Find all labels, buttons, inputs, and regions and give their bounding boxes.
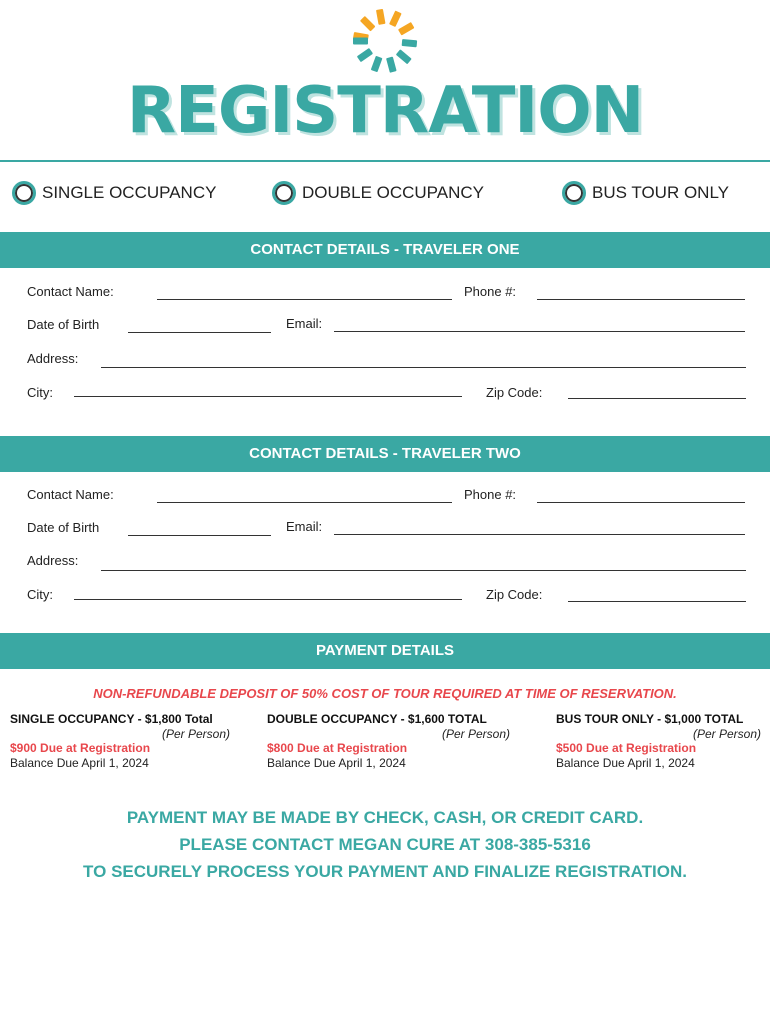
footer-line-2: PLEASE CONTACT MEGAN CURE AT 308-385-5316	[179, 835, 591, 854]
address-label: Address:	[27, 553, 79, 568]
plan-title: SINGLE OCCUPANCY - $1,800 Total	[10, 712, 213, 726]
traveler-one-email-field[interactable]	[334, 316, 745, 332]
plan-title: BUS TOUR ONLY - $1,000 TOTAL	[556, 712, 744, 726]
plan-per-person: (Per Person)	[441, 726, 510, 741]
dob-label: Date of Birth	[27, 317, 100, 332]
plan-balance: Balance Due April 1, 2024	[556, 755, 695, 770]
plan-title: DOUBLE OCCUPANCY - $1,600 TOTAL	[267, 712, 487, 726]
section-header-payment: PAYMENT DETAILS	[0, 633, 770, 669]
radio-icon[interactable]	[12, 181, 36, 205]
single-occupancy-option[interactable]	[12, 178, 216, 208]
email-label: Email:	[286, 316, 323, 331]
option-label: BUS TOUR ONLY	[592, 183, 729, 202]
traveler-one-phone-field[interactable]	[537, 284, 745, 300]
plan-double	[267, 712, 510, 770]
radio-icon[interactable]	[272, 181, 296, 205]
zip-label: Zip Code:	[486, 587, 543, 602]
plan-due: $500 Due at Registration	[556, 741, 697, 755]
header-divider	[0, 160, 770, 162]
plan-per-person: (Per Person)	[692, 726, 761, 741]
deposit-notice: NON-REFUNDABLE DEPOSIT OF 50% COST OF TOUR REQUIRED AT TIME OF RESERVATION.	[93, 686, 677, 701]
dob-label: Date of Birth	[27, 520, 100, 535]
city-label: City:	[27, 587, 53, 602]
traveler-two-zip-field[interactable]	[568, 586, 746, 602]
zip-label: Zip Code:	[486, 385, 543, 400]
traveler-two-address-field[interactable]	[101, 555, 746, 571]
traveler-one-zip-field[interactable]	[568, 383, 746, 399]
plan-per-person: (Per Person)	[161, 726, 230, 741]
plan-bus-tour	[556, 712, 761, 770]
page-title: REGISTRATION	[126, 74, 644, 148]
phone-label: Phone #:	[464, 284, 517, 299]
email-label: Email:	[286, 519, 323, 534]
section-header-traveler-two: CONTACT DETAILS - TRAVELER TWO	[0, 436, 770, 472]
phone-label: Phone #:	[464, 487, 517, 502]
plan-due: $900 Due at Registration	[10, 741, 151, 755]
address-label: Address:	[27, 351, 79, 366]
traveler-two-email-field[interactable]	[334, 519, 745, 535]
contact-name-label: Contact Name:	[27, 487, 114, 502]
plan-balance: Balance Due April 1, 2024	[267, 755, 406, 770]
footer-line-1: PAYMENT MAY BE MADE BY CHECK, CASH, OR CREDIT CARD.	[126, 808, 644, 827]
plan-due: $800 Due at Registration	[267, 741, 408, 755]
option-label: SINGLE OCCUPANCY	[42, 183, 217, 202]
contact-name-label: Contact Name:	[27, 284, 114, 299]
traveler-two-city-field[interactable]	[74, 584, 462, 600]
section-header-traveler-one: CONTACT DETAILS - TRAVELER ONE	[0, 232, 770, 268]
sunburst-logo-icon	[345, 8, 425, 74]
double-occupancy-option[interactable]	[272, 178, 484, 208]
traveler-one-city-field[interactable]	[74, 381, 462, 397]
traveler-one-contact-name-field[interactable]	[157, 284, 452, 300]
plan-balance: Balance Due April 1, 2024	[10, 755, 149, 770]
radio-icon[interactable]	[562, 181, 586, 205]
traveler-two-contact-name-field[interactable]	[157, 487, 452, 503]
traveler-one-address-field[interactable]	[101, 352, 746, 368]
traveler-one-dob-field[interactable]	[128, 317, 271, 333]
plan-single	[10, 712, 230, 770]
city-label: City:	[27, 385, 53, 400]
traveler-two-dob-field[interactable]	[128, 520, 271, 536]
option-label: DOUBLE OCCUPANCY	[302, 183, 484, 202]
traveler-two-phone-field[interactable]	[537, 487, 745, 503]
bus-tour-only-option[interactable]	[562, 178, 729, 208]
footer-line-3: TO SECURELY PROCESS YOUR PAYMENT AND FINALIZE REGISTRATION.	[83, 862, 687, 881]
